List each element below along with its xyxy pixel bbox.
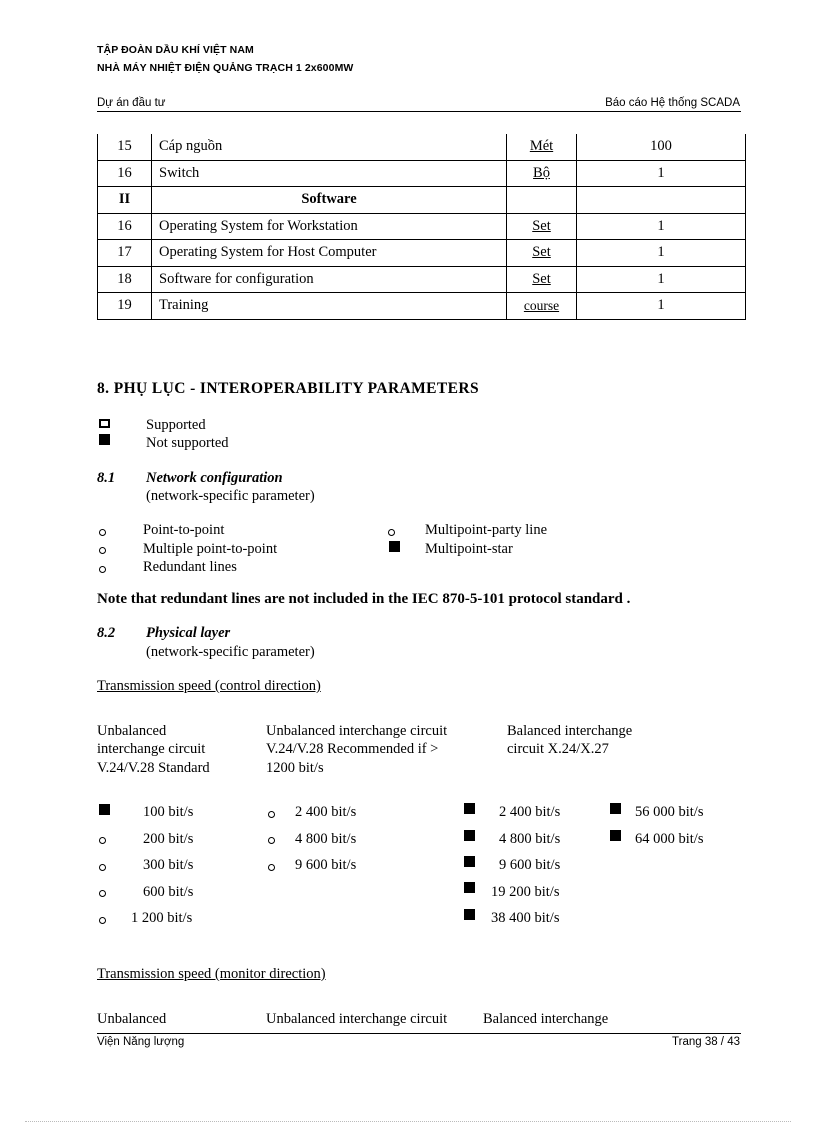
not-supported-square-icon: [464, 882, 475, 893]
section-8-2-subtitle: (network-specific parameter): [146, 644, 315, 660]
row-description: Operating System for Workstation: [152, 213, 507, 240]
row-number: 16: [98, 213, 152, 240]
page-edge-divider: [25, 1121, 791, 1122]
equipment-table: [97, 134, 746, 320]
footer-organization: Viện Năng lượng: [97, 1036, 185, 1048]
col-unbalanced-line-3: V.24/V.28 Standard: [97, 760, 210, 776]
col-unbalanced-line-1: Unbalanced: [97, 723, 167, 739]
supported-circle-icon: [99, 837, 106, 844]
option-point-to-point: Point-to-point: [143, 522, 225, 538]
row-unit: Set: [507, 240, 577, 267]
footer-rule: [97, 1033, 741, 1034]
not-supported-square-icon: [99, 434, 110, 445]
header-left-subtitle: Dự án đầu tư: [97, 97, 166, 109]
row-number: 16: [98, 160, 152, 187]
monitor-direction-heading: Transmission speed (monitor direction): [97, 966, 326, 982]
not-supported-square-icon: [464, 830, 475, 841]
row-unit: Set: [507, 266, 577, 293]
row-unit: course: [507, 293, 577, 320]
col-balanced-line-1: Balanced interchange: [507, 723, 633, 739]
row-quantity: 1: [577, 266, 746, 293]
speed-item: 2 400 bit/s: [499, 804, 561, 820]
row-quantity: 100: [577, 134, 746, 160]
speed-item: 100 bit/s: [143, 804, 194, 820]
not-supported-square-icon: [464, 856, 475, 867]
supported-circle-icon: [268, 811, 275, 818]
monitor-col-balanced: Balanced interchange: [483, 1011, 609, 1027]
speed-item: 56 000 bit/s: [635, 804, 704, 820]
row-unit: [507, 187, 577, 214]
not-supported-square-icon: [464, 803, 475, 814]
redundant-lines-note: Note that redundant lines are not included in the IEC 870-5-101 protocol standard .: [97, 591, 631, 607]
speed-item: 1 200 bit/s: [131, 910, 193, 926]
row-unit: Set: [507, 213, 577, 240]
row-description: Training: [152, 293, 507, 320]
section-8-2-title: Physical layer: [146, 625, 231, 641]
speed-item: 4 800 bit/s: [295, 831, 357, 847]
table-row: [98, 293, 746, 320]
option-redundant-lines: Redundant lines: [143, 559, 237, 575]
speed-item: 9 600 bit/s: [499, 857, 561, 873]
col-recommended-line-2: V.24/V.28 Recommended if >: [266, 741, 439, 757]
row-description: Operating System for Host Computer: [152, 240, 507, 267]
row-description: Software for configuration: [152, 266, 507, 293]
row-number: 15: [98, 134, 152, 160]
supported-square-icon: [99, 419, 110, 428]
row-unit: Bộ: [507, 160, 577, 187]
supported-circle-icon: [99, 566, 106, 573]
supported-circle-icon: [388, 529, 395, 536]
org-line-2: NHÀ MÁY NHIỆT ĐIỆN QUẢNG TRẠCH 1 2x600MW: [97, 62, 354, 74]
option-multiple-point-to-point: Multiple point-to-point: [143, 541, 278, 557]
speed-item: 600 bit/s: [143, 884, 194, 900]
row-number: 17: [98, 240, 152, 267]
table-row: [98, 160, 746, 187]
monitor-col-unbalanced: Unbalanced: [97, 1011, 167, 1027]
table-row: [98, 213, 746, 240]
row-number: 19: [98, 293, 152, 320]
supported-circle-icon: [99, 529, 106, 536]
header-right-subtitle: Báo cáo Hệ thống SCADA: [605, 97, 740, 109]
speed-item: 200 bit/s: [143, 831, 194, 847]
row-description: Switch: [152, 160, 507, 187]
row-description: Cáp nguồn: [152, 134, 507, 160]
table-row: [98, 134, 746, 160]
col-recommended-line-3: 1200 bit/s: [266, 760, 324, 776]
monitor-col-recommended: Unbalanced interchange circuit: [266, 1011, 448, 1027]
speed-item: 2 400 bit/s: [295, 804, 357, 820]
col-balanced-line-2: circuit X.24/X.27: [507, 741, 609, 757]
not-supported-square-icon: [99, 804, 110, 815]
table-row: [98, 240, 746, 267]
table-section-row: [98, 187, 746, 214]
speed-item: 38 400 bit/s: [491, 910, 560, 926]
row-quantity: 1: [577, 213, 746, 240]
option-multipoint-party-line: Multipoint-party line: [425, 522, 548, 538]
org-line-1: TẬP ĐOÀN DẦU KHÍ VIỆT NAM: [97, 44, 254, 56]
not-supported-square-icon: [610, 830, 621, 841]
row-quantity: 1: [577, 293, 746, 320]
supported-circle-icon: [268, 864, 275, 871]
legend-supported: Supported: [146, 417, 206, 433]
table-row: [98, 266, 746, 293]
supported-circle-icon: [99, 547, 106, 554]
row-quantity: 1: [577, 240, 746, 267]
row-quantity: 1: [577, 160, 746, 187]
speed-item: 9 600 bit/s: [295, 857, 357, 873]
supported-circle-icon: [99, 864, 106, 871]
supported-circle-icon: [99, 890, 106, 897]
option-multipoint-star: Multipoint-star: [425, 541, 513, 557]
col-recommended-line-1: Unbalanced interchange circuit: [266, 723, 448, 739]
not-supported-square-icon: [389, 541, 400, 552]
legend-not-supported: Not supported: [146, 435, 229, 451]
speed-item: 4 800 bit/s: [499, 831, 561, 847]
section-8-1-title: Network configuration: [146, 470, 283, 486]
section-8-2-number: 8.2: [97, 625, 116, 641]
section-8-1-number: 8.1: [97, 470, 116, 486]
row-unit: Mét: [507, 134, 577, 160]
section-number: II: [98, 187, 152, 214]
speed-item: 19 200 bit/s: [491, 884, 560, 900]
page-number: Trang 38 / 43: [672, 1036, 740, 1048]
header-rule: [97, 111, 741, 112]
speed-item: 300 bit/s: [143, 857, 194, 873]
row-number: 18: [98, 266, 152, 293]
col-unbalanced-line-2: interchange circuit: [97, 741, 206, 757]
section-8-heading: 8. PHỤ LỤC - INTEROPERABILITY PARAMETERS: [97, 380, 480, 397]
not-supported-square-icon: [464, 909, 475, 920]
supported-circle-icon: [99, 917, 106, 924]
row-quantity: [577, 187, 746, 214]
section-8-1-subtitle: (network-specific parameter): [146, 488, 315, 504]
section-title: Software: [152, 187, 507, 214]
not-supported-square-icon: [610, 803, 621, 814]
supported-circle-icon: [268, 837, 275, 844]
control-direction-heading: Transmission speed (control direction): [97, 678, 321, 694]
speed-item: 64 000 bit/s: [635, 831, 704, 847]
